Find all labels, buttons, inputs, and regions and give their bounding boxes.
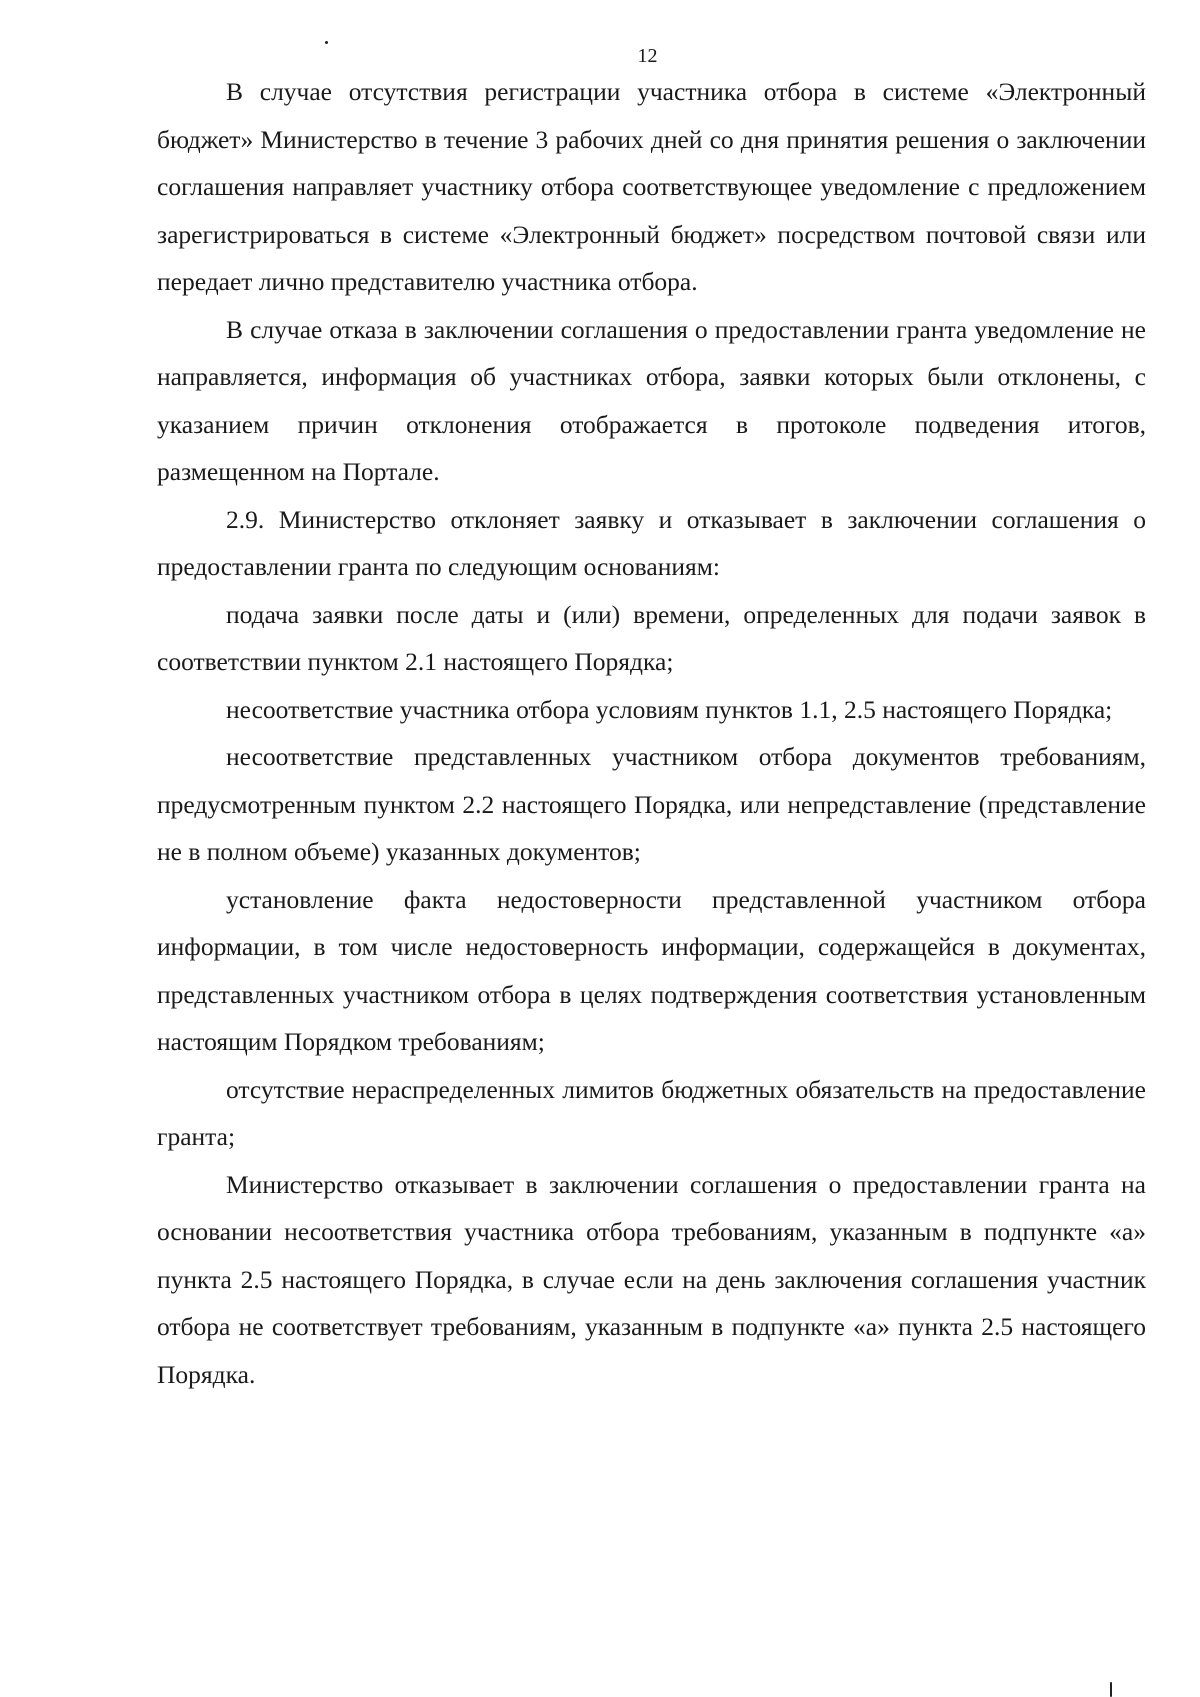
list-item-condition-mismatch: несоответствие участника отбора условиям пунктов 1.1, 2.5 настоящего Порядка;: [226, 694, 1113, 724]
list-item-late-submission: подача заявки после даты и (или) времени, определенных для подачи заявок в соответствии пунктом 2.1 настоящего Порядка;: [157, 599, 1146, 676]
document-body: [157, 68, 1146, 1398]
paragraph-refusal-basis: Министерство отказывает в заключении соглашения о предоставлении гранта на основании несоответствия участника отбора требованиям, указанным в подпункте «а» пункта 2.5 настоящего Порядка, в случае если на день заключения соглашения участник отбора не соответствует требованиям, указанным в подпункте «а» пункта 2.5 настоящего Порядка.: [157, 1169, 1146, 1389]
paragraph-no-registration: В случае отсутствия регистрации участника отбора в системе «Электронный бюджет» Министерство в течение 3 рабочих дней со дня принятия решения о заключении соглашения направляет участнику отбора соответствующее уведомление с предложением зарегистрироваться в системе «Электронный бюджет» посредством почтовой связи или передает лично представителю участника отбора.: [157, 77, 1146, 296]
paragraph-refusal-notice: В случае отказа в заключении соглашения о предоставлении гранта уведомление не направляется, информация об участниках отбора, заявки которых были отклонены, с указанием причин отклонения отображается в протоколе подведения итогов, размещенном на Портале.: [157, 314, 1146, 486]
list-item-no-limits: отсутствие нераспределенных лимитов бюджетных обязательств на предоставление гранта;: [157, 1074, 1146, 1151]
page-number: 12: [637, 45, 658, 67]
scan-mark: [1110, 1682, 1112, 1697]
list-item-false-information: установление факта недостоверности представленной участником отбора информации, в том числе недостоверность информации, содержащейся в документах, представленных участником отбора в целях подтверждения соответствия установленным настоящим Порядком требованиям;: [157, 884, 1146, 1056]
list-item-document-mismatch: несоответствие представленных участником отбора документов требованиям, предусмотренным пунктом 2.2 настоящего Порядка, или непредставление (представление не в полном объеме) указанных документов;: [157, 742, 1146, 866]
paragraph-section-2-9: 2.9. Министерство отклоняет заявку и отказывает в заключении соглашения о предоставлении гранта по следующим основаниям:: [157, 504, 1146, 581]
